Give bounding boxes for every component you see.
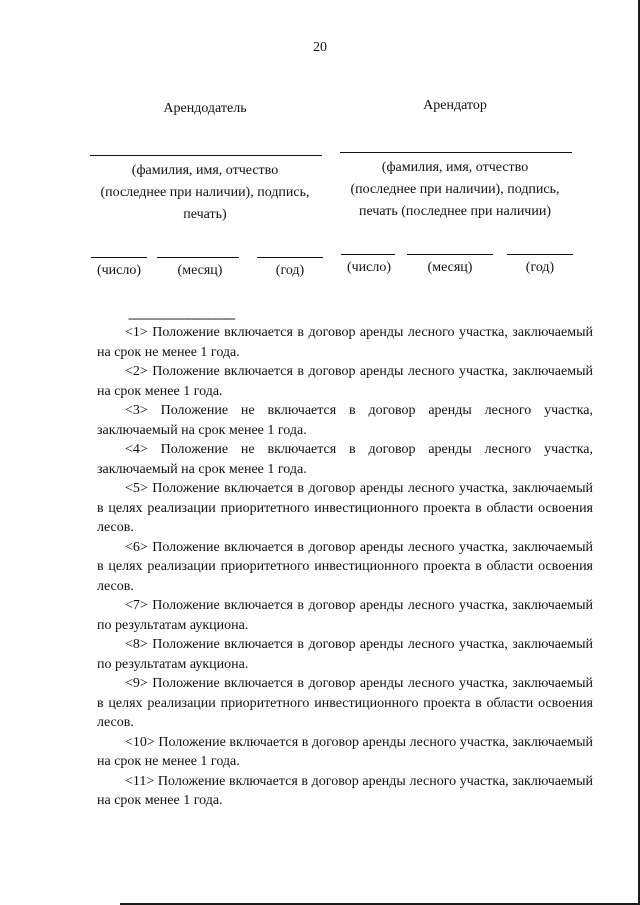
footnote-11: <11> Положение включается в договор аренды лесного участка, заключаемый на срок менее 1 года. [97, 773, 593, 808]
landlord-day-label: (число) [96, 263, 142, 278]
tenant-caption-line-1: (фамилия, имя, отчество [381, 160, 529, 175]
landlord-heading: Арендодатель [163, 101, 247, 116]
footnote-1: <1> Положение включается в договор аренды лесного участка, заключаемый на срок не менее 1 года. [97, 325, 593, 360]
tenant-heading: Арендатор [423, 98, 487, 113]
landlord-caption-line-2: (последнее при наличии), подпись, [100, 185, 310, 200]
footnote-3: <3> Положение не включается в договор аренды лесного участка, заключаемый на срок менее 1 года. [97, 403, 593, 438]
landlord-signature-caption [80, 160, 330, 226]
landlord-month-label: (месяц) [177, 263, 223, 278]
tenant-month-line [407, 254, 493, 255]
tenant-year-label: (год) [525, 260, 555, 275]
footnote-9: <9> Положение включается в договор аренды лесного участка, заключаемый в целях реализации приоритетного инвестиционного проекта в области освоения лесов. [97, 676, 593, 730]
landlord-signature-line [90, 155, 322, 156]
footnotes-list [97, 323, 593, 811]
tenant-signature-line [340, 152, 572, 153]
landlord-year-line [257, 257, 323, 258]
footnote-5: <5> Положение включается в договор аренды лесного участка, заключаемый в целях реализации приоритетного инвестиционного проекта в области освоения лесов. [97, 481, 593, 535]
footnote-8: <8> Положение включается в договор аренды лесного участка, заключаемый по результатам аукциона. [97, 637, 593, 672]
footnote-2: <2> Положение включается в договор аренды лесного участка, заключаемый на срок менее 1 года. [97, 364, 593, 399]
landlord-year-label: (год) [275, 263, 305, 278]
landlord-day-line [91, 257, 147, 258]
footnote-4: <4> Положение не включается в договор аренды лесного участка, заключаемый на срок менее 1 года. [97, 442, 593, 477]
tenant-month-label: (месяц) [427, 260, 473, 275]
footnote-10: <10> Положение включается в договор аренды лесного участка, заключаемый на срок не менее 1 года. [97, 734, 593, 769]
tenant-year-line [507, 254, 573, 255]
landlord-month-line [157, 257, 239, 258]
footnote-separator: -------------------------------- [128, 310, 235, 325]
tenant-signature-caption [330, 157, 580, 223]
landlord-caption-line-1: (фамилия, имя, отчество [131, 163, 279, 178]
footnote-6: <6> Положение включается в договор аренды лесного участка, заключаемый в целях реализации приоритетного инвестиционного проекта в области освоения лесов. [97, 539, 593, 594]
tenant-caption-line-3: печать (последнее при наличии) [358, 204, 551, 219]
tenant-day-label: (число) [346, 260, 392, 275]
tenant-caption-line-2: (последнее при наличии), подпись, [350, 182, 560, 197]
tenant-day-line [341, 254, 395, 255]
page-number: 20 [313, 40, 327, 55]
landlord-caption-line-3: печать) [183, 207, 227, 222]
footnote-7: <7> Положение включается в договор аренды лесного участка, заключаемый по результатам аукциона. [97, 598, 593, 633]
